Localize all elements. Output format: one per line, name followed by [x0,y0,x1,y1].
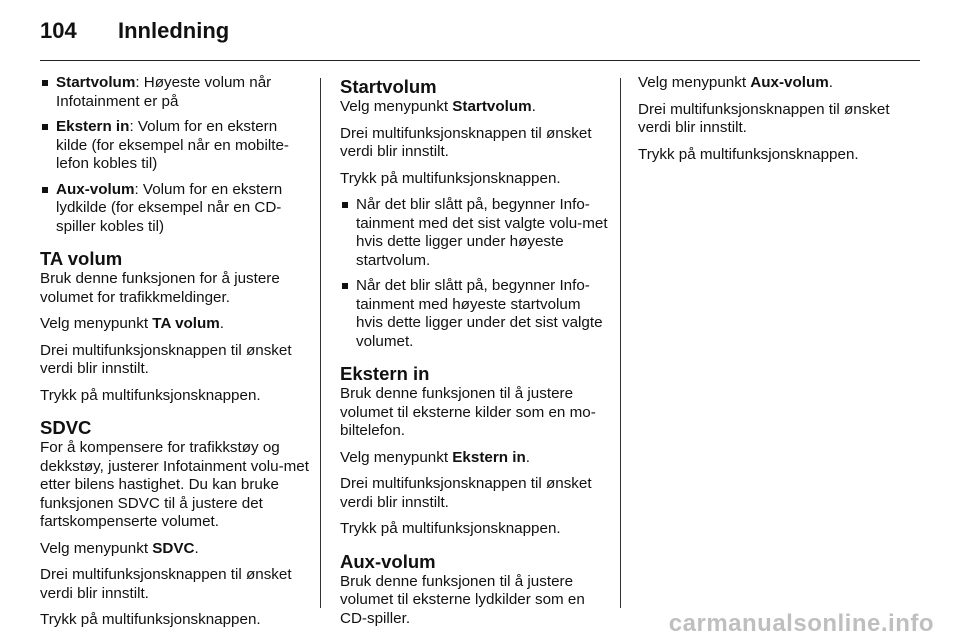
paragraph: Bruk denne funksjonen for å justere volumet for trafikkmeldinger. [40,270,280,306]
column-3 [638,74,918,172]
column-2 [340,74,608,636]
bullet-square-icon [42,80,48,86]
list-item [40,181,310,237]
paragraph: Bruk denne funksjonen til å justere volumet til eksterne lydkilder som en CD-spiller. [340,572,585,627]
paragraph: Trykk på multifunksjonsknappen. [40,611,261,628]
paragraph: Drei multifunksjonsknappen til ønsket verdi blir innstilt. [40,341,292,377]
paragraph: Trykk på multifunksjonsknappen. [340,520,561,537]
page-header [40,18,229,44]
section-heading-sdvc: SDVC [40,417,92,438]
menu-instruction: Velg menypunkt Aux-volum. [638,74,834,91]
bullet-square-icon [42,187,48,193]
paragraph: Trykk på multifunksjonsknappen. [40,386,261,404]
paragraph: Bruk denne funksjonen til å justere volumet til eksterne kilder som en mo-biltelefon. [340,385,596,439]
menu-instruction: Velg menypunkt Startvolum. [340,98,536,115]
section-heading-aux-volum: Aux-volum [340,550,436,572]
bullet-term: Aux-volum [56,180,135,198]
paragraph: Drei multifunksjonsknappen til ønsket verdi blir innstilt. [40,566,292,602]
list-item [40,74,310,111]
bullet-text: : Høyeste volum når Infotainment er på [56,74,272,110]
section-heading-ekstern-in: Ekstern in [340,363,430,384]
paragraph: Trykk på multifunksjonsknappen. [638,145,859,163]
watermark: carmanualsonline.info [668,610,934,637]
menu-instruction: Velg menypunkt SDVC. [40,539,199,557]
section-heading-startvolum: Startvolum [340,76,437,97]
page-title: Innledning [118,18,230,43]
bullet-square-icon [342,283,348,289]
menu-instruction: Velg menypunkt TA volum. [40,315,225,332]
bullet-square-icon [342,202,348,208]
list-item [340,196,608,270]
section-heading-ta-volum: TA volum [40,248,123,269]
bullet-term: Ekstern in [56,118,130,135]
header-rule [40,60,920,61]
column-divider-2 [620,78,621,608]
paragraph: For å kompensere for trafikkstøy og dekkstøy, justerer Infotainment volu-met etter bilens hastighet. Du kan bruke funksjonen SDVC til å justere det fartskompenserte volumet. [40,439,309,530]
bullet-text: : Volum for en ekstern kilde (for eksempel når en mobilte-lefon kobles til) [56,118,289,172]
bullet-square-icon [42,124,48,130]
bullet-text: : Volum for en ekstern lydkilde (for eksempel når en CD-spiller kobles til) [56,180,283,235]
paragraph: Drei multifunksjonsknappen til ønsket verdi blir innstilt. [638,100,890,136]
list-item [340,277,608,351]
bullet-text: Når det blir slått på, begynner Info-tainment med det sist valgte volu-met hvis dette ligger under høyeste startvolum. [356,196,608,269]
column-1 [40,74,310,638]
list-item [40,118,310,174]
paragraph: Drei multifunksjonsknappen til ønsket verdi blir innstilt. [340,124,592,160]
page-number: 104 [40,18,77,43]
column-divider-1 [320,78,321,608]
paragraph: Trykk på multifunksjonsknappen. [340,169,561,187]
bullet-term: Startvolum [56,74,136,91]
menu-instruction: Velg menypunkt Ekstern in. [340,448,530,466]
bullet-text: Når det blir slått på, begynner Info-tainment med høyeste startvolum hvis dette ligger under det sist valgte volumet. [356,277,603,350]
paragraph: Drei multifunksjonsknappen til ønsket verdi blir innstilt. [340,475,592,511]
